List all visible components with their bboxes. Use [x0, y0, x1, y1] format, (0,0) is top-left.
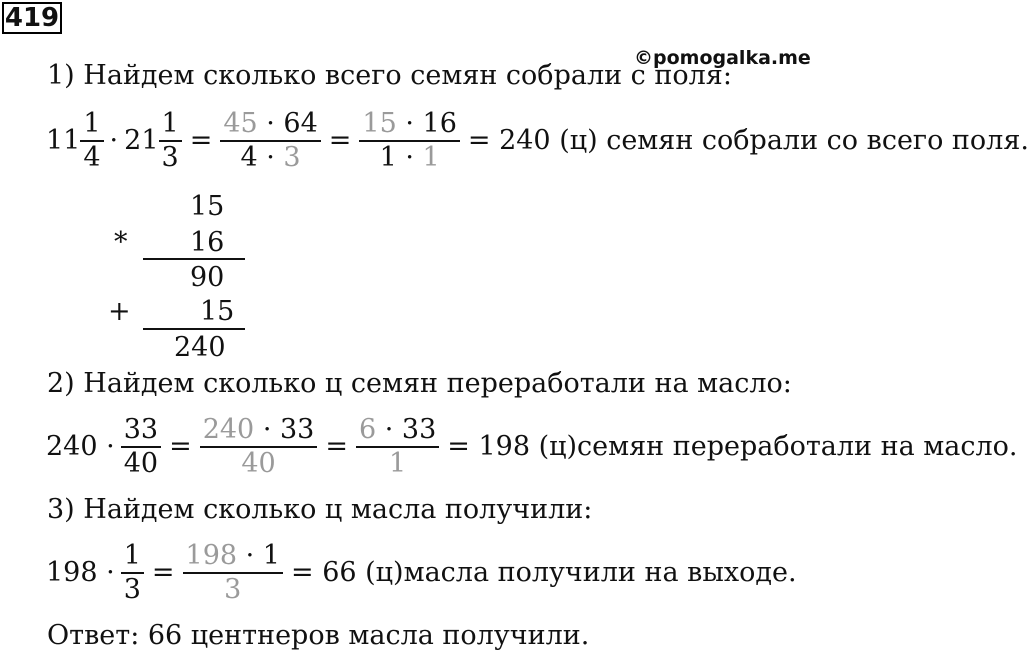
mixed-a-numerator: 1 — [83, 108, 101, 139]
mixed-a-denominator: 4 — [83, 142, 101, 173]
numerator — [220, 108, 320, 140]
column-partial-1: 90 — [190, 262, 225, 293]
gray-factor: 15 — [362, 108, 397, 139]
factor: 4 · — [240, 142, 284, 173]
mixed-a-fraction — [80, 108, 103, 174]
step2-lhs: 240 · — [46, 431, 115, 462]
step1-fraction-2 — [359, 108, 459, 174]
mixed-b-fraction — [159, 108, 182, 174]
numerator: 1 — [123, 540, 141, 571]
step2-result: = 198 (ц)семян переработали на масло. — [447, 431, 1018, 462]
step3-heading: 3) Найдем сколько ц масла получили: — [47, 494, 593, 525]
factor: · 33 — [376, 414, 437, 445]
gray-factor: 3 — [283, 142, 301, 173]
mixed-b-numerator: 1 — [161, 108, 179, 139]
denominator: 3 — [224, 574, 242, 605]
step1-heading: 1) Найдем сколько всего семян собрали с поля: — [47, 60, 732, 91]
step3-fraction-1 — [183, 540, 283, 606]
problem-number: 419 — [2, 2, 62, 34]
denominator: 40 — [123, 448, 159, 479]
step2-fraction-1 — [200, 414, 318, 480]
step3-fraction-0 — [121, 540, 144, 606]
column-line — [143, 258, 245, 260]
factor: · 1 — [237, 540, 280, 571]
numerator: 33 — [123, 414, 159, 445]
factor: · 33 — [254, 414, 315, 445]
numerator — [359, 108, 459, 140]
column-partial-2: 15 — [200, 296, 235, 327]
gray-factor: 45 — [223, 108, 258, 139]
watermark: ©pomogalka.me — [634, 47, 811, 69]
equals-sign: = — [189, 125, 213, 156]
step2-equation — [46, 414, 1018, 480]
answer-line: Ответ: 66 центнеров масла получили. — [47, 620, 590, 651]
equals-sign: = — [325, 431, 348, 462]
numerator — [183, 540, 283, 572]
step2-fraction-2 — [356, 414, 439, 480]
mixed-b-denominator: 3 — [161, 142, 179, 173]
step2-heading: 2) Найдем сколько ц семян переработали на масло: — [47, 368, 792, 399]
step1-fraction-1 — [220, 108, 320, 174]
step3-lhs: 198 · — [46, 557, 115, 588]
step2-fraction-0 — [121, 414, 161, 480]
equals-sign: = — [151, 557, 175, 588]
gray-factor: 1 — [422, 142, 440, 173]
step3-equation — [46, 540, 797, 606]
gray-factor: 240 — [202, 414, 255, 445]
numerator — [200, 414, 318, 446]
factor: 1 · — [379, 142, 423, 173]
numerator — [356, 414, 439, 446]
mixed-b-whole: 21 — [124, 125, 159, 156]
denominator: 40 — [241, 448, 276, 479]
factor: · 64 — [257, 108, 318, 139]
denominator — [377, 142, 443, 174]
column-second-number: 16 — [190, 227, 225, 258]
column-total: 240 — [174, 332, 226, 363]
column-plus-sign: + — [108, 296, 131, 327]
equals-sign: = — [169, 431, 192, 462]
gray-factor: 198 — [185, 540, 238, 571]
gray-factor: 6 — [358, 414, 377, 445]
column-top-number: 15 — [190, 191, 225, 222]
factor: · 16 — [396, 108, 457, 139]
denominator: 3 — [123, 574, 141, 605]
column-line — [143, 328, 245, 330]
denominator — [237, 142, 303, 174]
column-multiply-sign: * — [114, 227, 128, 258]
multiply-dot: · — [109, 125, 119, 156]
mixed-a-whole: 11 — [46, 125, 81, 156]
step3-result: = 66 (ц)масла получили на выходе. — [291, 557, 797, 588]
equals-sign: = — [328, 125, 352, 156]
denominator: 1 — [389, 448, 407, 479]
step1-equation — [46, 108, 1029, 174]
step1-result: = 240 (ц) семян собрали со всего поля. — [467, 125, 1029, 156]
